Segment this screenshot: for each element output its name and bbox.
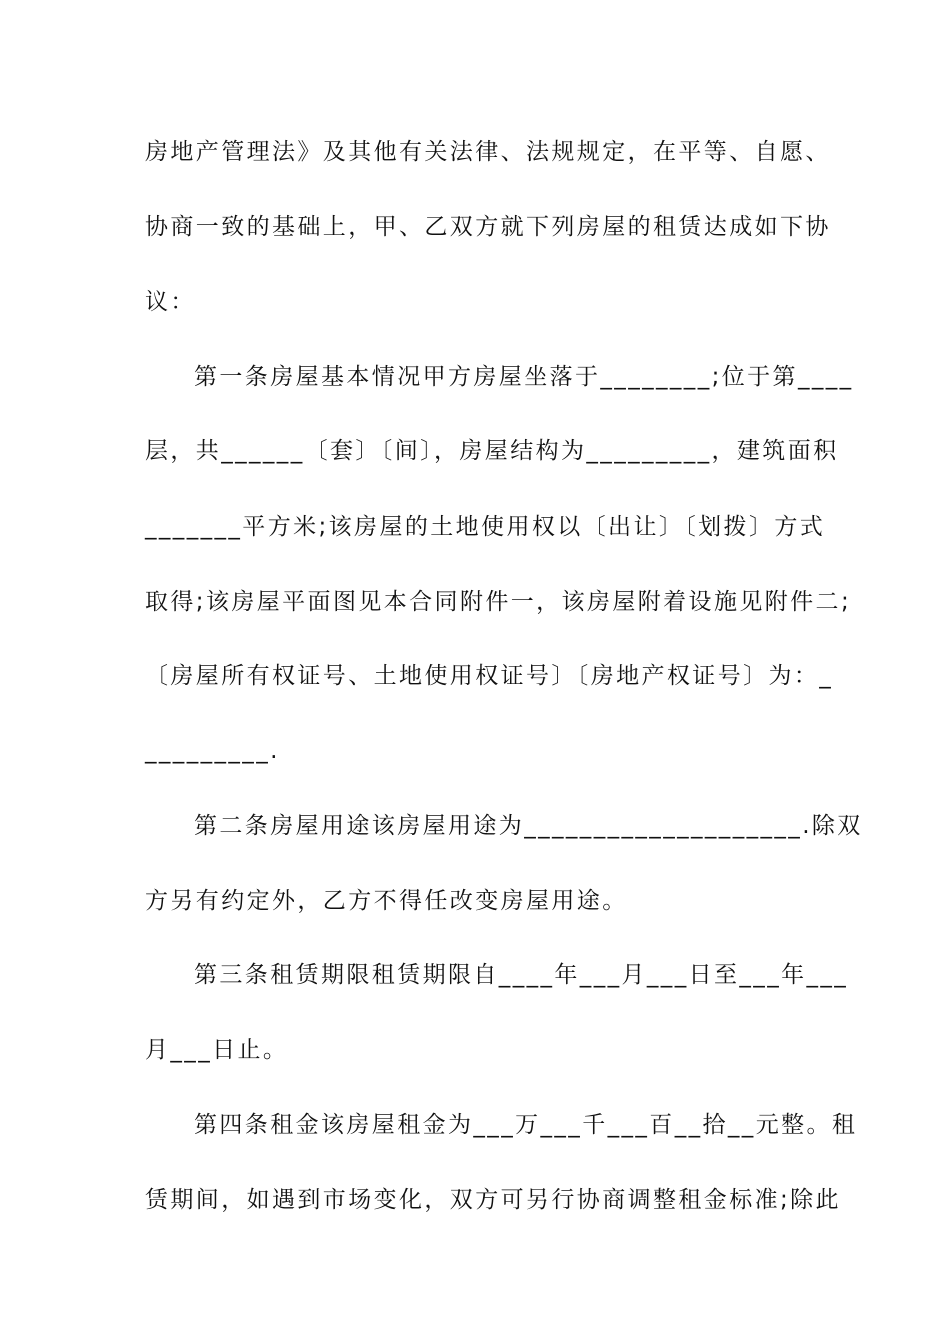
text-line: 方另有约定外，乙方不得任改变房屋用途。 [145,888,628,914]
text-line: 层，共______〔套〕〔间〕，房屋结构为_________，建筑面积 [145,438,839,464]
text-line: 第一条房屋基本情况甲方房屋坐落于________;位于第____ [194,364,854,390]
text-line: 第二条房屋用途该房屋用途为____________________.除双 [194,813,863,839]
text-line: 月___日止。 [145,1037,289,1063]
text-line: 取得;该房屋平面图见本合同附件一，该房屋附着设施见附件二; [145,589,852,615]
text-line: 赁期间，如遇到市场变化，双方可另行协商调整租金标准;除此 [145,1187,841,1213]
text-line: _______平方米;该房屋的土地使用权以〔出让〕〔划拨〕方式 [145,514,826,540]
text-line: 房地产管理法》及其他有关法律、法规规定，在平等、自愿、 [145,139,831,165]
text-line: 第四条租金该房屋租金为___万___千___百__拾__元整。租 [194,1112,858,1138]
text-line: 第三条租赁期限租赁期限自____年___月___日至___年___ [194,962,849,988]
text-line: 协商一致的基础上，甲、乙双方就下列房屋的租赁达成如下协 [145,214,831,240]
text-line: 议： [145,289,196,315]
text-line: _________. [145,738,280,764]
text-line: 〔房屋所有权证号、土地使用权证号〕〔房地产权证号〕为：_ [145,663,834,689]
